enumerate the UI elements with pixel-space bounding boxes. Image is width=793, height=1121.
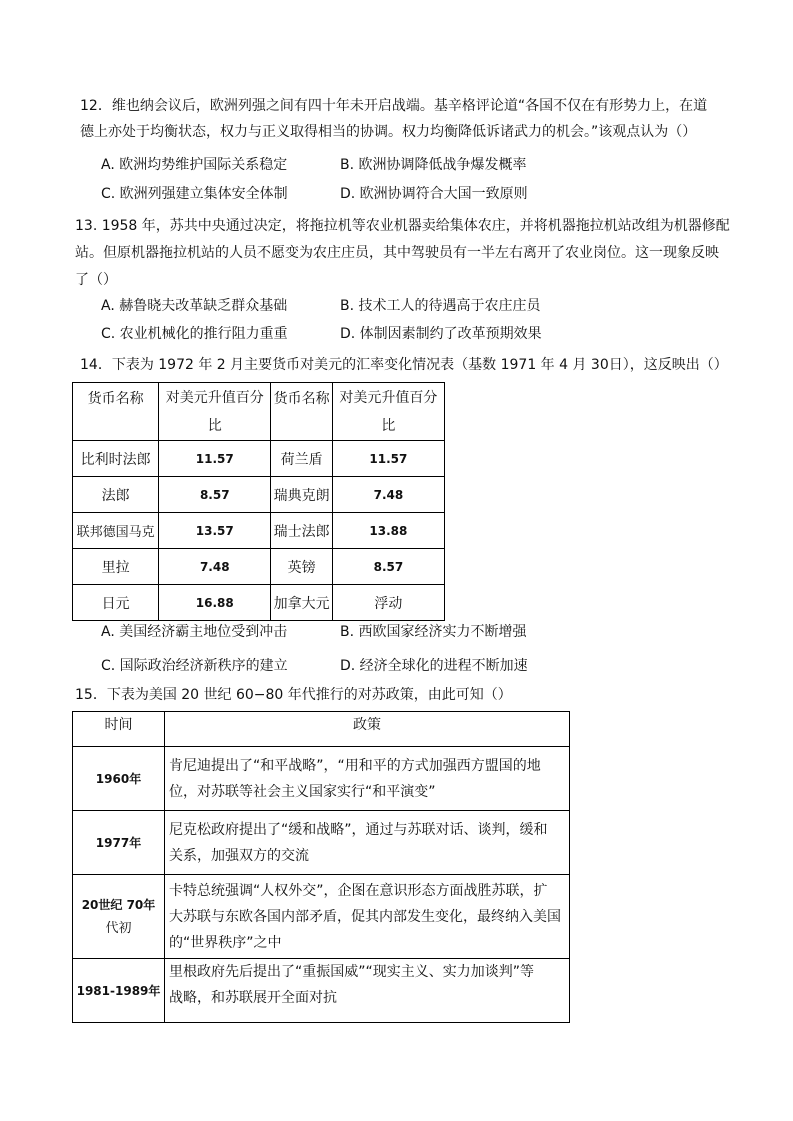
q12-option-a[interactable]: A. 欧洲均势维护国际关系稳定 (101, 157, 288, 173)
policy-line: 战略，和苏联展开全面对抗 (169, 990, 337, 1006)
time-text: 1977年 (95, 836, 142, 850)
rate-cell: 浮动 (332, 585, 444, 621)
policy-line: 尼克松政府提出了“缓和战略”，通过与苏联对话、谈判，缓和 (169, 821, 548, 838)
rate-cell: 8.57 (159, 477, 271, 513)
q13-stem-line2: 站。但原机器拖拉机站的人员不愿变为农庄庄员，其中驾驶员有一半左右离开了农业岗位。这一现象反映 (75, 245, 719, 261)
table-row (73, 513, 445, 549)
time-cell (73, 811, 165, 875)
policy-cell (165, 747, 570, 811)
time-cell (73, 875, 165, 959)
rate-cell: 13.88 (332, 513, 444, 549)
q12-option-d[interactable]: D. 欧洲协调符合大国一致原则 (340, 186, 528, 202)
table-row (73, 585, 445, 621)
policy-line: 里根政府先后提出了“重振国威”“现实主义、实力加谈判”等 (169, 964, 535, 980)
q14-option-c[interactable]: C. 国际政治经济新秩序的建立 (101, 658, 288, 674)
table-row (73, 811, 570, 875)
q12-option-b[interactable]: B. 欧洲协调降低战争爆发概率 (340, 157, 527, 173)
table-row (73, 477, 445, 513)
policy-line: 的“世界秩序”之中 (169, 934, 282, 951)
q13-stem-line3: 了（） (75, 272, 117, 288)
header-rate-1-line2: 比 (207, 417, 222, 434)
table-header-row (73, 712, 570, 747)
header-rate-1 (159, 383, 271, 441)
policy-line: 位，对苏联等社会主义国家实行“和平演变” (169, 783, 436, 800)
currency-cell: 瑞典克朗 (271, 477, 332, 513)
header-currency-2: 货币名称 (271, 383, 332, 441)
q14-stem: 14．下表为 1972 年 2 月主要货币对美元的汇率变化情况表（基数 1971 年 4 月 30日），这反映出（） (80, 357, 728, 373)
header-policy: 政策 (165, 712, 570, 747)
policy-cell (165, 875, 570, 959)
table-row (73, 441, 445, 477)
q13-option-d[interactable]: D. 体制因素制约了改革预期效果 (340, 326, 542, 342)
rate-cell: 7.48 (332, 477, 444, 513)
currency-cell: 加拿大元 (271, 585, 332, 621)
currency-cell: 日元 (73, 585, 159, 621)
q13-option-a[interactable]: A. 赫鲁晓夫改革缺乏群众基础 (101, 298, 288, 314)
time-text: 20世纪 70年 (81, 897, 156, 912)
rate-cell: 8.57 (332, 549, 444, 585)
q13-option-b[interactable]: B. 技术工人的待遇高于农庄庄员 (340, 298, 541, 314)
policy-line: 大苏联与东欧各国内部矛盾，促其内部发生变化，最终纳入美国 (169, 908, 561, 925)
q14-exchange-table (72, 382, 445, 621)
header-rate-1-line1: 对美元升值百分 (165, 389, 264, 406)
policy-cell (165, 959, 570, 1023)
header-time: 时间 (73, 712, 165, 747)
table-row (73, 747, 570, 811)
header-currency-1: 货币名称 (73, 383, 159, 441)
table-header-row (73, 383, 445, 441)
time-text: 1981-1989年 (76, 984, 161, 998)
rate-cell: 11.57 (332, 441, 444, 477)
table-row (73, 875, 570, 959)
rate-cell: 11.57 (159, 441, 271, 477)
header-rate-2-line2: 比 (381, 417, 396, 434)
rate-cell: 7.48 (159, 549, 271, 585)
header-rate-2 (332, 383, 444, 441)
time-cell (73, 747, 165, 811)
q15-policy-table (72, 711, 570, 1023)
policy-line: 关系，加强双方的交流 (169, 847, 309, 864)
q15-stem: 15．下表为美国 20 世纪 60−80 年代推行的对苏政策，由此可知（） (75, 687, 512, 703)
currency-cell: 里拉 (73, 549, 159, 585)
currency-cell: 荷兰盾 (271, 441, 332, 477)
policy-cell (165, 811, 570, 875)
q14-option-a[interactable]: A. 美国经济霸主地位受到冲击 (101, 624, 288, 640)
q14-option-d[interactable]: D. 经济全球化的进程不断加速 (340, 658, 528, 674)
rate-cell: 16.88 (159, 585, 271, 621)
header-rate-2-line1: 对美元升值百分 (339, 389, 438, 406)
table-row (73, 549, 445, 585)
policy-line: 肯尼迪提出了“和平战略”，“用和平的方式加强西方盟国的地 (169, 757, 541, 774)
time-text-line2: 代初 (105, 920, 132, 936)
rate-cell: 13.57 (159, 513, 271, 549)
time-text: 1960年 (95, 772, 142, 786)
q12-stem-line1: 12．维也纳会议后，欧洲列强之间有四十年未开启战端。基辛格评论道“各国不仅在有形势力上，在道 (80, 98, 708, 114)
q13-stem-line1: 13. 1958 年，苏共中央通过决定，将拖拉机等农业机器卖给集体农庄，并将机器拖拉机站改组为机器修配 (75, 218, 730, 234)
time-cell (73, 959, 165, 1023)
q12-stem-line2: 德上亦处于均衡状态，权力与正义取得相当的协调。权力均衡降低诉诸武力的机会。”该观点认为（） (80, 124, 697, 140)
currency-cell: 联邦德国马克 (73, 513, 159, 549)
q12-option-c[interactable]: C. 欧洲列强建立集体安全体制 (101, 186, 288, 202)
q13-option-c[interactable]: C. 农业机械化的推行阻力重重 (101, 326, 288, 342)
currency-cell: 英镑 (271, 549, 332, 585)
currency-cell: 比利时法郎 (73, 441, 159, 477)
q14-option-b[interactable]: B. 西欧国家经济实力不断增强 (340, 624, 527, 640)
currency-cell: 瑞士法郎 (271, 513, 332, 549)
table-row (73, 959, 570, 1023)
policy-line: 卡特总统强调“人权外交”，企图在意识形态方面战胜苏联，扩 (169, 882, 548, 899)
currency-cell: 法郎 (73, 477, 159, 513)
